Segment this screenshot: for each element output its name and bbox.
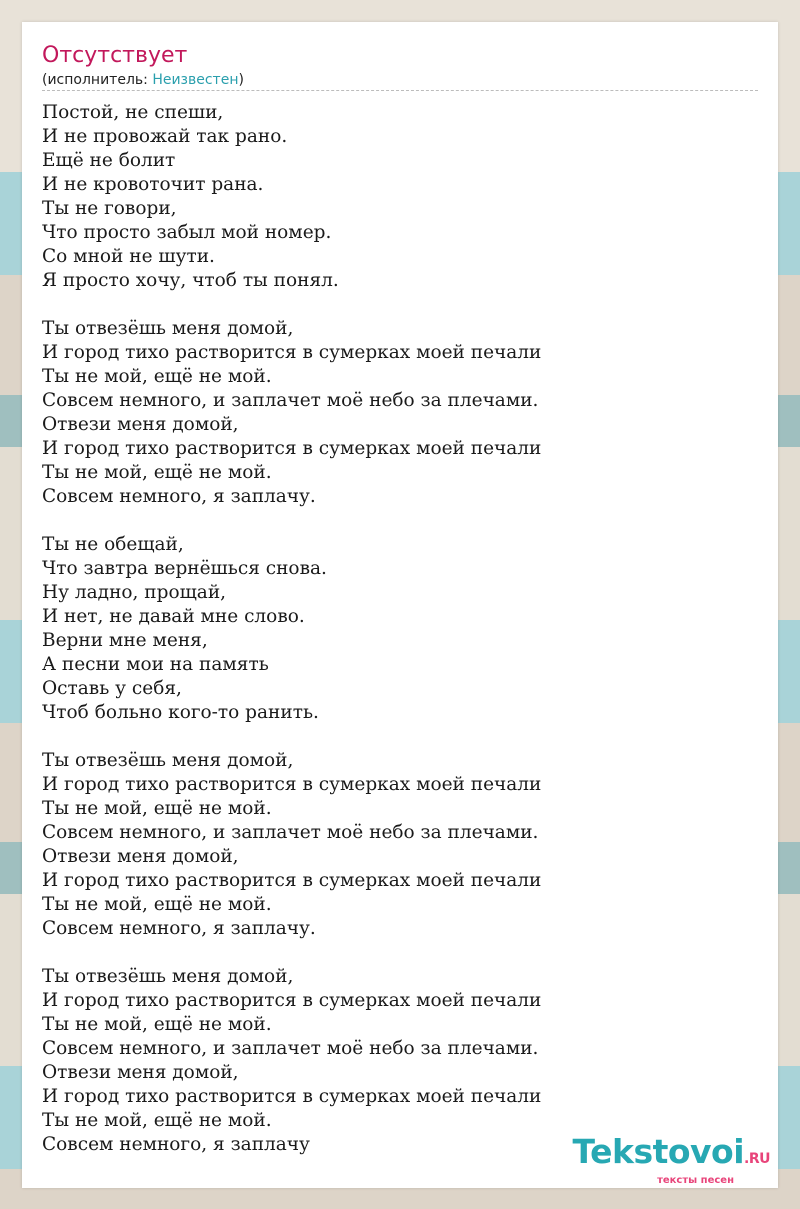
- artist-prefix: (исполнитель:: [42, 72, 153, 88]
- title-divider: [42, 90, 758, 91]
- logo-tld: .RU: [744, 1151, 770, 1167]
- artist-link[interactable]: Неизвестен: [152, 72, 239, 88]
- lyrics-card: [22, 22, 778, 1188]
- logo-wordmark: [572, 1132, 770, 1176]
- logo-tagline: тексты песен: [657, 1175, 734, 1186]
- site-logo[interactable]: [572, 1132, 770, 1186]
- artist-suffix: ): [238, 72, 244, 88]
- song-title: Отсутствует: [42, 43, 188, 68]
- logo-name: Tekstovoi: [572, 1132, 745, 1171]
- lyrics-text: Постой, не спеши, И не провожай так рано. Ещё не болит И не кровоточит рана. Ты не говори, Что просто забыл мой номер. Со мной не шути. Я просто хочу, чтоб ты понял. Ты отвезёшь меня домой, И город тихо растворится в сумерках моей печали Ты не мой, ещё не мой. Совсем немного, и заплачет моё небо за плечами. Отвези меня домой, И город тихо растворится в сумерках моей печали Ты не мой, ещё не мой. Совсем немного, я заплачу. Ты не обещай, Что завтра вернёшься снова. Ну ладно, прощай, И нет, не давай мне слово. Верни мне меня, А песни мои на память Оставь у себя, Чтоб больно кого-то ранить. Ты отвезёшь меня домой, И город тихо растворится в сумерках моей печали Ты не мой, ещё не мой. Совсем немного, и заплачет моё небо за плечами. Отвези меня домой, И город тихо растворится в сумерках моей печали Ты не мой, ещё не мой. Совсем немного, я заплачу. Ты отвезёшь меня домой, И город тихо растворится в сумерках моей печали Ты не мой, ещё не мой. Совсем немного, и заплачет моё небо за плечами. Отвези меня домой, И город тихо растворится в сумерках моей печали Ты не мой, ещё не мой. Совсем немного, я заплачу: [42, 102, 542, 1155]
- artist-line: [42, 71, 244, 89]
